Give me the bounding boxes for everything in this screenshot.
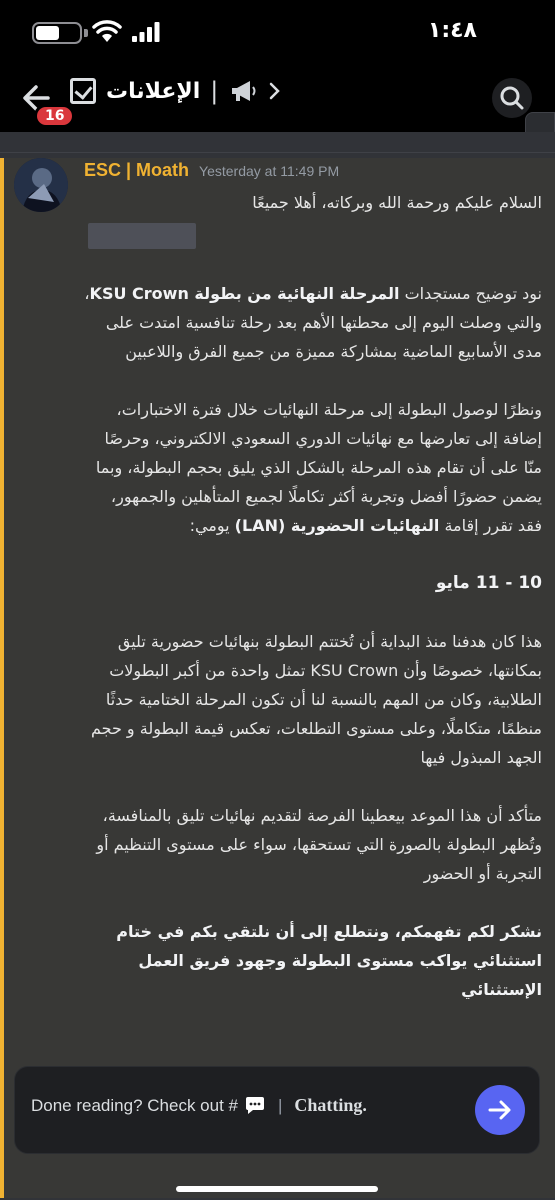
- greeting: السلام عليكم ورحمة الله وبركاته، أهلا جميعًا: [252, 193, 542, 212]
- channel-title[interactable]: [70, 76, 282, 106]
- message-header: [84, 160, 339, 181]
- chatting-channel-link[interactable]: Chatting.: [294, 1095, 367, 1115]
- composer-separator: |: [277, 1095, 283, 1115]
- p1-bold: المرحلة النهائية من بطولة KSU Crown: [89, 284, 400, 303]
- paragraph-2: [84, 395, 542, 540]
- channel-header: [0, 60, 555, 132]
- composer-prefix: Done reading? Check out #: [31, 1095, 238, 1115]
- p1-text: نود توضيح مستجدات: [399, 284, 542, 303]
- avatar[interactable]: [14, 158, 68, 212]
- redacted-block: [88, 223, 196, 249]
- arrow-right-icon: [487, 1097, 513, 1123]
- message-divider: [0, 152, 555, 153]
- author-name[interactable]: ESC | Moath: [84, 160, 190, 180]
- checkbox-icon: [70, 78, 96, 104]
- paragraph-1: [84, 279, 542, 366]
- search-button[interactable]: [492, 78, 532, 118]
- battery-icon: [32, 22, 82, 44]
- avatar-image: [14, 158, 68, 212]
- go-to-channel-button[interactable]: [475, 1085, 525, 1135]
- paragraph-4: متأكد أن هذا الموعد بيعطينا الفرصة لتقديم نهائيات تليق بالمنافسة، وتُظهر البطولة بالصورة التي تستحقها، سواء على مستوى التنظيم أو التجربة أو الحضور: [96, 806, 542, 883]
- p2-text-end: يومي:: [189, 516, 235, 535]
- message-timestamp: Yesterday at 11:49 PM: [199, 163, 340, 179]
- read-only-composer: [14, 1066, 540, 1154]
- battery-level: [36, 26, 59, 40]
- wifi-icon: [92, 20, 122, 44]
- home-indicator: [176, 1186, 378, 1192]
- composer-prompt: [31, 1095, 367, 1116]
- p2-bold: النهائيات الحضورية (LAN): [234, 516, 440, 535]
- megaphone-icon: [228, 76, 258, 106]
- status-bar: [0, 0, 555, 60]
- title-separator: |: [210, 77, 219, 105]
- p2-text: ونظرًا لوصول البطولة إلى مرحلة النهائيات خلال فترة الاختبارات، إضافة إلى تعارضها مع نهائيات الدوري السعودي الالكتروني، وحرصًا منّا على أن تقام هذه المرحلة بالشكل الذي يليق بحجم البطولة، وبما يضمن حضورًا أفضل وتجربة أكثر تكاملًا لجميع المتأهلين والجمهور، فقد تقرر إقامة: [95, 400, 542, 535]
- speech-bubble-icon: [244, 1096, 266, 1116]
- p5-bold: نشكر لكم تفهمكم، ونتطلع إلى أن نلتقي بكم في ختام استثنائي يواكب مستوى البطولة وجهود فريق العمل الإستثنائي: [116, 922, 542, 999]
- status-time: ١:٤٨: [427, 18, 477, 43]
- cellular-signal-icon: [132, 22, 160, 42]
- battery-nub: [84, 29, 88, 37]
- event-dates: 10 - 11 مايو: [435, 573, 542, 593]
- channel-name: الإعلانات: [106, 78, 201, 104]
- p1-text-end: ، والتي وصلت اليوم إلى محطتها الأهم بعد رحلة تنافسية امتدت على مدى الأسابيع الماضية بمشاركة مميزة من جميع الفرق واللاعبين: [84, 284, 542, 361]
- unread-badge: 16: [34, 104, 75, 128]
- paragraph-5: [84, 917, 542, 1004]
- paragraph-3: هذا كان هدفنا منذ البداية أن تُختتم البطولة بنهائيات حضورية تليق بمكانتها، خصوصًا وأن KSU Crown تمثل واحدة من أكبر البطولات الطلابية، وكان من المهم بالنسبة لنا أن تكون المرحلة الختامية حدثًا منظمًا، متكاملًا، وعلى مستوى التطلعات، تعكس قيمة البطولة و حجم الجهد المبذول فيها: [90, 632, 542, 767]
- search-icon: [492, 78, 532, 118]
- chevron-right-icon: [268, 81, 282, 101]
- message-list[interactable]: [0, 132, 555, 1200]
- message-body: [84, 188, 542, 1033]
